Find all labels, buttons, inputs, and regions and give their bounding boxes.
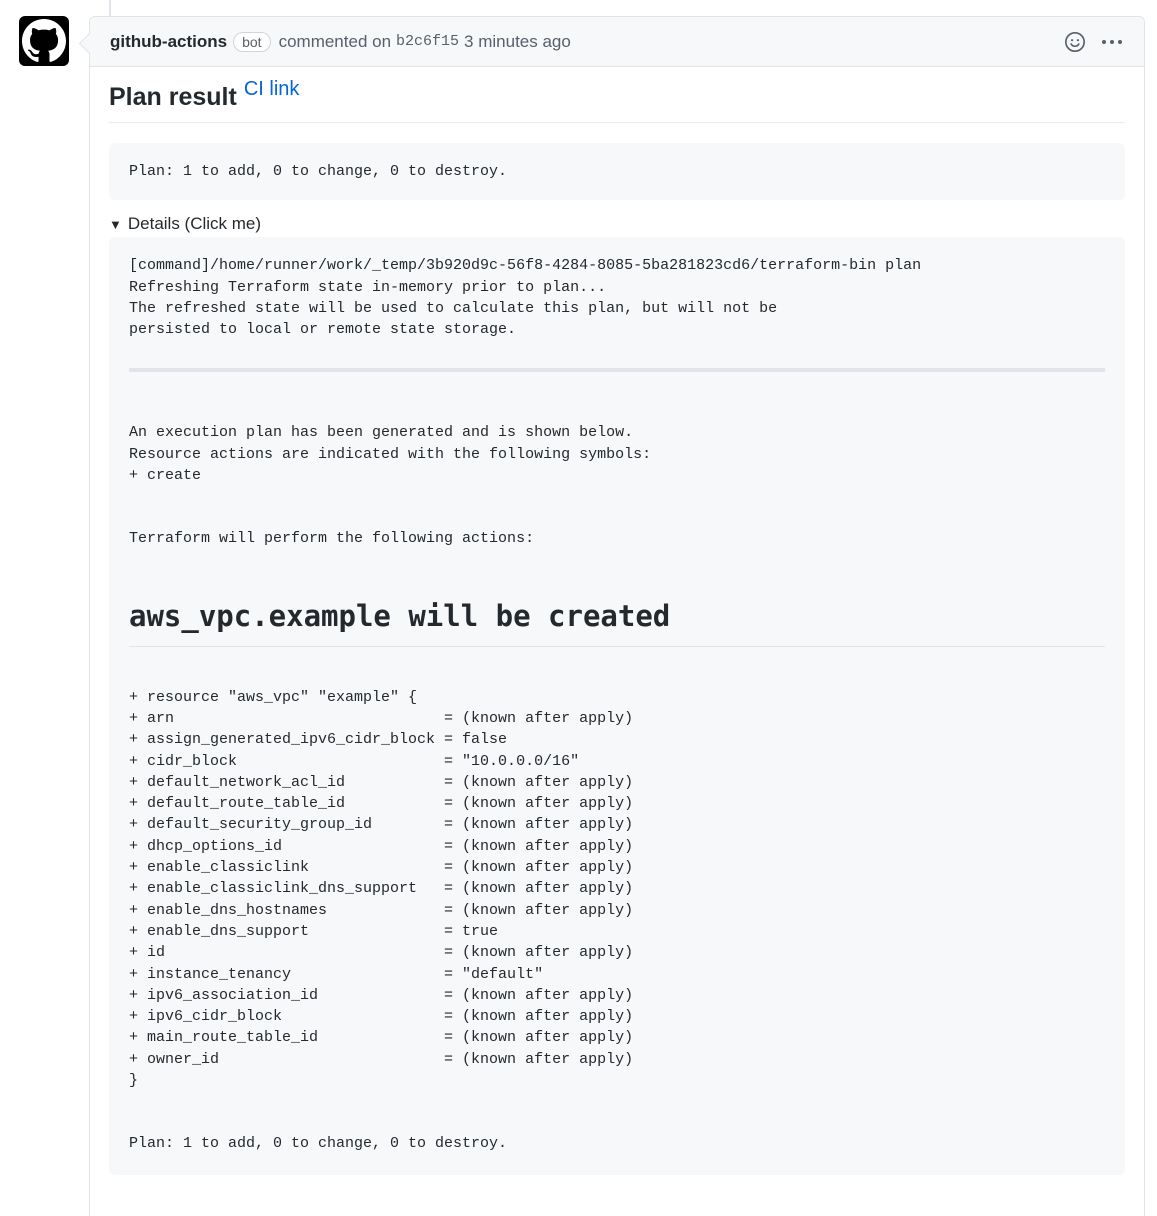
action-text: commented on: [278, 31, 392, 51]
github-octocat-icon: [22, 19, 66, 63]
avatar[interactable]: [19, 16, 69, 66]
command-output: [command]/home/runner/work/_temp/3b920d9c-56f8-4284-8085-5ba281823cd6/terraform-bin plan Refreshing Terraform state in-memory prior to plan... The refreshed state will be used to calculate this plan, but will not be persisted to local or remote state storage.: [129, 257, 922, 339]
resource-heading: aws_vpc.example will be created: [129, 598, 1105, 647]
header-actions: [1064, 31, 1124, 53]
smiley-icon: [1064, 31, 1086, 53]
execution-plan-text: An execution plan has been generated and is shown below. Resource actions are indicated with the following symbols: + create: [129, 424, 652, 485]
plan-title: [109, 78, 1125, 123]
comment-body: [90, 67, 1144, 1175]
ci-link[interactable]: CI link: [243, 78, 300, 100]
author-link[interactable]: github-actions: [110, 31, 228, 51]
plan-summary-code: Plan: 1 to add, 0 to change, 0 to destroy.: [109, 143, 1125, 200]
timestamp-link[interactable]: 3 minutes ago: [464, 31, 571, 51]
details-toggle[interactable]: [109, 214, 1125, 234]
timeline-line: [109, 0, 111, 16]
actions-line: Terraform will perform the following actions:: [129, 530, 535, 548]
triangle-down-icon: ▼: [109, 216, 122, 232]
kebab-horizontal-icon: [1100, 31, 1124, 53]
plan-title-text: Plan result: [109, 83, 237, 111]
details-code-block: [109, 237, 1125, 1174]
details-label: Details (Click me): [127, 214, 262, 234]
add-reaction-button[interactable]: [1064, 31, 1086, 53]
plan-summary-bottom: Plan: 1 to add, 0 to change, 0 to destroy.: [129, 1135, 508, 1153]
resource-attributes: + resource "aws_vpc" "example" { + arn = (known after apply) + assign_generated_ipv6_cidr_block = false + cidr_block = "10.0.0.0/16" + default_network_acl_id = (known after apply) + default_route_table_id = (known after apply) + default_security_group_id = (known after apply) + dhcp_options_id = (known after apply) + enable_classiclink = (known after apply) + enable_classiclink_dns_support = (known after apply) + enable_dns_hostnames = (known after apply) + enable_dns_support = true + id = (known after apply) + instance_tenancy = "default" + ipv6_association_id = (known after apply) + ipv6_cidr_block = (known after apply) + main_route_table_id = (known after apply) + owner_id = (known after apply) }: [129, 688, 634, 1090]
comment-header: [90, 17, 1144, 67]
bot-badge: bot: [233, 32, 270, 52]
comment-card: [89, 16, 1145, 1216]
commit-sha-link[interactable]: b2c6f15: [396, 33, 460, 50]
more-options-button[interactable]: [1100, 31, 1124, 53]
